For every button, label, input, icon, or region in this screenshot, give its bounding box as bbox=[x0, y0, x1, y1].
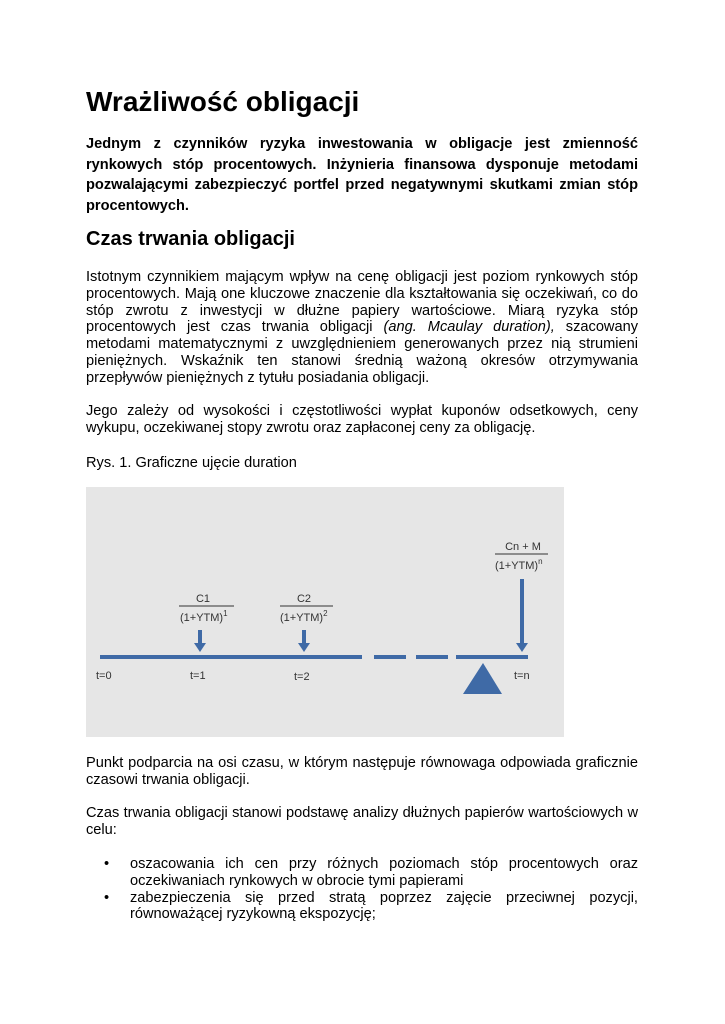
label-t1: t=1 bbox=[190, 670, 206, 682]
axis-dash-1 bbox=[374, 655, 406, 659]
paragraph-1-before: Istotnym czynnikiem mającym wpływ na cenę obligacji jest poziom rynkowych stóp procentowych. Mają one kluczowe znaczenie dla kształtowania się oczekiwań, co do stóp zwrotu z inwestycji w dłużne papiery wartościowe. Miarą ryzyka stóp procentowych jest czas trwania obligacji bbox=[86, 269, 638, 336]
list-item bbox=[86, 856, 638, 890]
list-item-text: zabezpieczenia się przed stratą poprzez zajęcie przeciwnej pozycji, równoważącej ryzykowną ekspozycję; bbox=[130, 889, 638, 923]
axis-dash-2 bbox=[416, 655, 448, 659]
cn-numerator: Cn + M bbox=[505, 541, 541, 553]
list-item-text: oszacowania ich cen przy różnych poziomach stóp procentowych oraz oczekiwaniach rynkowych w obrocie tymi papierami bbox=[130, 856, 638, 889]
section-heading: Czas trwania obligacji bbox=[86, 228, 295, 250]
bullet-marker: • bbox=[104, 889, 110, 906]
time-axis bbox=[100, 655, 528, 659]
list-item bbox=[86, 890, 638, 924]
label-tn: t=n bbox=[514, 670, 530, 682]
axis-main-segment bbox=[100, 655, 362, 659]
c1-numerator: C1 bbox=[195, 593, 211, 605]
paragraph-3: Punkt podparcia na osi czasu, w którym następuje równowaga odpowiada graficznie czasowi trwania obligacji. bbox=[86, 755, 638, 788]
paragraph-1-italic: (ang. Mcaulay duration), bbox=[383, 319, 555, 336]
figure-caption: Rys. 1. Graficzne ujęcie duration bbox=[86, 455, 297, 471]
bullet-list bbox=[86, 856, 638, 923]
c1-denominator: $(1+YTM)^1$ bbox=[180, 609, 228, 624]
document-title: Wrażliwość obligacji bbox=[86, 86, 360, 117]
duration-figure bbox=[86, 487, 564, 737]
paragraph-2: Jego zależy od wysokości i częstotliwości wypłat kuponów odsetkowych, ceny wykupu, oczekiwanej stopy zwrotu oraz zapłaconej ceny za obligację. bbox=[86, 403, 638, 436]
label-t0: t=0 bbox=[96, 670, 112, 682]
paragraph-1 bbox=[86, 269, 638, 387]
cn-denominator: $(1+YTM)^n$ bbox=[495, 557, 543, 572]
bullet-marker: • bbox=[104, 856, 110, 872]
lead-paragraph: Jednym z czynników ryzyka inwestowania w obligacje jest zmienność rynkowych stóp procentowych. Inżynieria finansowa dysponuje metodami pozwalającymi zabezpieczyć portfel przed negatywnymi skutkami zmian stóp procentowych. bbox=[86, 136, 638, 214]
c2-numerator: C2 bbox=[296, 593, 312, 605]
label-t2: t=2 bbox=[294, 671, 310, 683]
axis-end-segment bbox=[456, 655, 528, 659]
paragraph-1-after: szacowany metodami matematycznymi z uwzględnieniem generowanych przez nią strumieni pieniężnych. Wskaźnik ten stanowi średnią ważoną okresów otrzymywania przepływów pieniężnych z tytułu posiadania obligacji. bbox=[86, 319, 639, 386]
c2-denominator: $(1+YTM)^2$ bbox=[280, 609, 328, 624]
paragraph-4: Czas trwania obligacji stanowi podstawę analizy dłużnych papierów wartościowych w celu: bbox=[86, 805, 638, 838]
